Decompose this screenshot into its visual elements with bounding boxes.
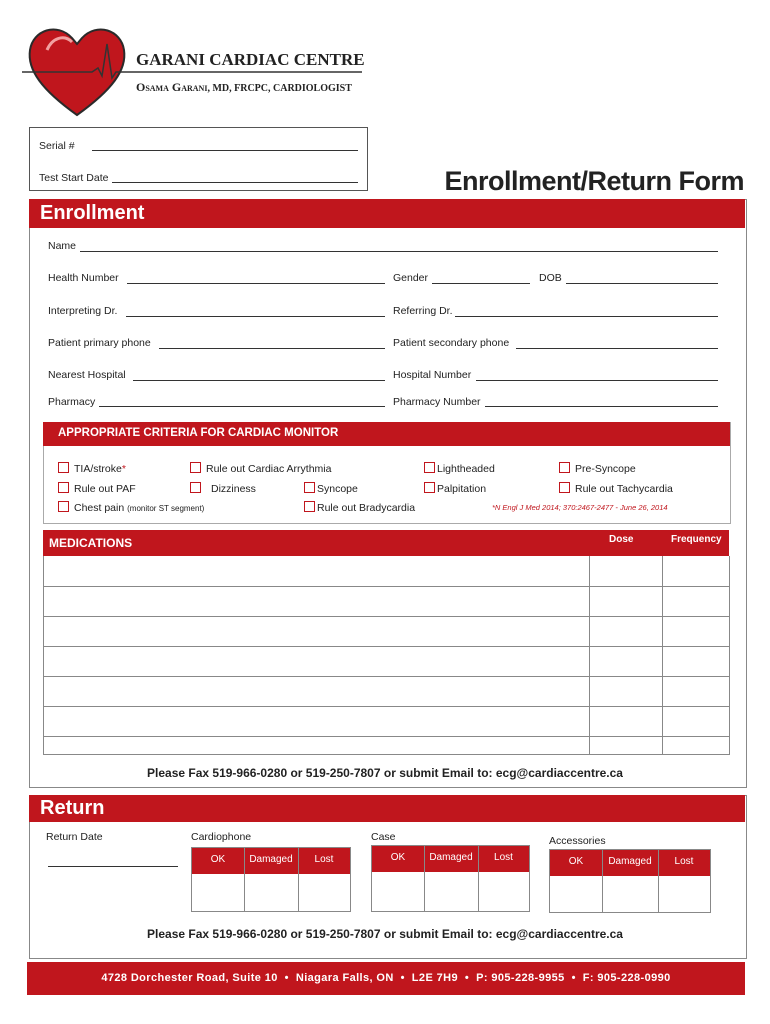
dob-field[interactable] bbox=[566, 283, 718, 284]
footer-address: 4728 Dorchester Road, Suite 10 • Niagara Falls, ON • L2E 7H9 • P: 905-228-9955 • F: 905-228-0990 bbox=[101, 972, 671, 984]
referring-dr-field[interactable] bbox=[455, 316, 718, 317]
checkbox[interactable] bbox=[58, 482, 69, 493]
return-date-label: Return Date bbox=[46, 831, 103, 843]
criteria-presyncope-label: Pre-Syncope bbox=[575, 463, 636, 475]
med-row[interactable] bbox=[44, 646, 729, 647]
criteria-bradycardia[interactable] bbox=[304, 501, 415, 514]
gender-label: Gender bbox=[393, 272, 429, 284]
criteria-syncope-label: Syncope bbox=[317, 483, 358, 495]
nearest-hospital-field[interactable] bbox=[133, 380, 385, 381]
return-date-field[interactable] bbox=[48, 866, 178, 867]
criteria-chest-pain[interactable] bbox=[58, 501, 204, 514]
case-ok: OK bbox=[390, 852, 406, 863]
checkbox[interactable] bbox=[304, 482, 315, 493]
criteria-chest-pain-note: (monitor ST segment) bbox=[127, 504, 205, 513]
serial-box bbox=[29, 127, 368, 191]
secondary-phone-label: Patient secondary phone bbox=[393, 337, 510, 349]
criteria-chest-pain-label: Chest pain bbox=[74, 502, 125, 514]
pharmacy-field[interactable] bbox=[99, 406, 385, 407]
medications-header bbox=[43, 530, 729, 556]
criteria-lightheaded[interactable] bbox=[424, 462, 495, 475]
cardiophone-ok-cell[interactable] bbox=[192, 875, 244, 911]
fax-instructions-1: Please Fax 519-966-0280 or 519-250-7807 or submit Email to: ecg@cardiaccentre.ca bbox=[147, 766, 623, 780]
primary-phone-label: Patient primary phone bbox=[48, 337, 151, 349]
doctor-name: Osama Garani bbox=[136, 80, 208, 94]
accessories-ok: OK bbox=[568, 856, 584, 867]
serial-field[interactable] bbox=[92, 150, 358, 151]
checkbox[interactable] bbox=[58, 501, 69, 512]
cardiophone-damaged: Damaged bbox=[249, 854, 293, 865]
health-number-field[interactable] bbox=[127, 283, 385, 284]
criteria-title: APPROPRIATE CRITERIA FOR CARDIAC MONITOR bbox=[58, 427, 339, 439]
pharmacy-label: Pharmacy bbox=[48, 396, 96, 408]
pharmacy-number-field[interactable] bbox=[485, 406, 718, 407]
criteria-tachycardia-label: Rule out Tachycardia bbox=[575, 483, 673, 495]
criteria-tia[interactable] bbox=[58, 462, 126, 475]
primary-phone-field[interactable] bbox=[159, 348, 385, 349]
accessories-ok-cell[interactable] bbox=[550, 877, 602, 912]
health-number-label: Health Number bbox=[48, 272, 119, 284]
criteria-header bbox=[43, 422, 730, 446]
medications-table bbox=[43, 556, 730, 755]
criteria-bradycardia-label: Rule out Bradycardia bbox=[317, 502, 416, 514]
checkbox[interactable] bbox=[304, 501, 315, 512]
cardiophone-lost-cell[interactable] bbox=[299, 875, 350, 911]
criteria-palpitation[interactable] bbox=[424, 482, 486, 495]
checkbox[interactable] bbox=[190, 462, 201, 473]
checkbox[interactable] bbox=[190, 482, 201, 493]
accessories-lost-cell[interactable] bbox=[659, 877, 710, 912]
cardiophone-grid bbox=[191, 847, 351, 912]
interpreting-dr-field[interactable] bbox=[126, 316, 385, 317]
checkbox[interactable] bbox=[559, 462, 570, 473]
criteria-paf[interactable] bbox=[58, 482, 136, 495]
name-field[interactable] bbox=[80, 251, 718, 252]
test-start-label: Test Start Date bbox=[39, 172, 109, 184]
cardiophone-lost: Lost bbox=[314, 854, 334, 865]
case-grid bbox=[371, 845, 530, 912]
accessories-lost: Lost bbox=[674, 856, 694, 867]
criteria-syncope[interactable] bbox=[304, 482, 358, 495]
accessories-damaged-cell[interactable] bbox=[603, 877, 658, 912]
accessories-label: Accessories bbox=[549, 835, 606, 847]
secondary-phone-field[interactable] bbox=[516, 348, 718, 349]
interpreting-dr-label: Interpreting Dr. bbox=[48, 305, 118, 317]
case-label: Case bbox=[371, 831, 396, 843]
case-damaged: Damaged bbox=[429, 852, 473, 863]
return-title: Return bbox=[40, 797, 105, 819]
dob-label: DOB bbox=[539, 272, 562, 284]
criteria-arrythmia[interactable] bbox=[190, 462, 331, 475]
case-lost-cell[interactable] bbox=[479, 873, 529, 911]
med-row[interactable] bbox=[44, 736, 729, 737]
pharmacy-number-label: Pharmacy Number bbox=[393, 396, 481, 408]
clinic-name: GARANI CARDIAC CENTRE bbox=[136, 50, 365, 69]
serial-label: Serial # bbox=[39, 140, 75, 152]
criteria-tachycardia[interactable] bbox=[559, 482, 673, 495]
test-start-field[interactable] bbox=[112, 182, 358, 183]
criteria-dizziness-label: Dizziness bbox=[211, 483, 256, 495]
hospital-number-label: Hospital Number bbox=[393, 369, 472, 381]
name-label: Name bbox=[48, 240, 77, 252]
cardiophone-ok: OK bbox=[210, 854, 226, 865]
dose-header: Dose bbox=[609, 534, 634, 545]
nearest-hospital-label: Nearest Hospital bbox=[48, 369, 126, 381]
accessories-grid bbox=[549, 849, 711, 913]
checkbox[interactable] bbox=[559, 482, 570, 493]
gender-field[interactable] bbox=[432, 283, 530, 284]
referring-dr-label: Referring Dr. bbox=[393, 305, 453, 317]
criteria-dizziness[interactable] bbox=[190, 482, 256, 495]
checkbox[interactable] bbox=[424, 482, 435, 493]
doctor-line bbox=[136, 80, 352, 95]
cardiophone-damaged-cell[interactable] bbox=[245, 875, 298, 911]
criteria-tia-label: TIA/stroke bbox=[74, 463, 122, 475]
case-damaged-cell[interactable] bbox=[425, 873, 478, 911]
enrollment-title: Enrollment bbox=[40, 202, 145, 224]
med-row[interactable] bbox=[44, 706, 729, 707]
medications-title: MEDICATIONS bbox=[49, 536, 133, 550]
return-header bbox=[29, 795, 745, 822]
criteria-lightheaded-label: Lightheaded bbox=[437, 463, 495, 475]
enrollment-header bbox=[29, 199, 745, 228]
med-row[interactable] bbox=[44, 616, 729, 617]
doctor-credentials: , MD, FRCPC, CARDIOLOGIST bbox=[207, 83, 352, 94]
accessories-damaged: Damaged bbox=[608, 856, 652, 867]
form-title: Enrollment/Return Form bbox=[444, 166, 744, 196]
fax-instructions-2: Please Fax 519-966-0280 or 519-250-7807 or submit Email to: ecg@cardiaccentre.ca bbox=[147, 927, 623, 941]
med-row[interactable] bbox=[44, 586, 729, 587]
footer-bar bbox=[27, 962, 745, 995]
criteria-arrythmia-label: Rule out Cardiac Arrythmia bbox=[206, 463, 332, 475]
frequency-header: Frequency bbox=[671, 534, 722, 545]
criteria-presyncope[interactable] bbox=[559, 462, 636, 475]
criteria-palpitation-label: Palpitation bbox=[437, 483, 487, 495]
case-ok-cell[interactable] bbox=[372, 873, 424, 911]
med-row[interactable] bbox=[44, 676, 729, 677]
cardiophone-label: Cardiophone bbox=[191, 831, 252, 843]
case-lost: Lost bbox=[494, 852, 513, 863]
checkbox[interactable] bbox=[424, 462, 435, 473]
criteria-paf-label: Rule out PAF bbox=[74, 483, 136, 495]
criteria-citation: *N Engl J Med 2014; 370:2467-2477 - June 26, 2014 bbox=[492, 503, 668, 512]
hospital-number-field[interactable] bbox=[476, 380, 718, 381]
tia-star: * bbox=[121, 463, 126, 475]
checkbox[interactable] bbox=[58, 462, 69, 473]
